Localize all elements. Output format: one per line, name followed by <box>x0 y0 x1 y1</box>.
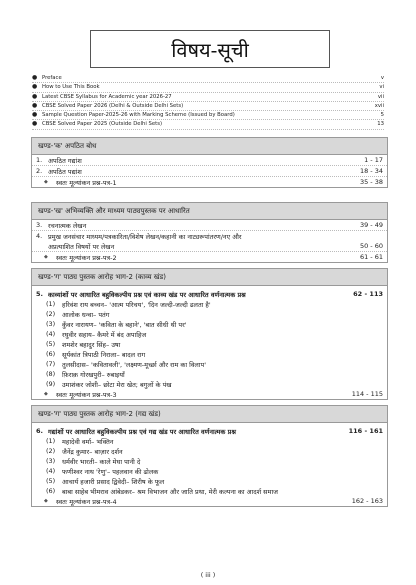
bullet-icon: ● <box>32 83 38 91</box>
row-number: 4. <box>36 232 43 240</box>
toc-row[interactable] <box>32 220 387 231</box>
toc-subrow[interactable] <box>32 319 387 329</box>
row-page: 18 - 34 <box>359 167 383 175</box>
toc-row[interactable] <box>32 389 387 399</box>
page-number: ( iii ) <box>200 571 216 579</box>
row-title: प्रमुख जनसंचार माध्यम/पत्रकारिता/विशेष लेखन/कहानी का नाट्यरूपांतरण/नए और <box>48 232 242 241</box>
list-item[interactable] <box>32 93 384 102</box>
toc-subrow[interactable] <box>32 369 387 379</box>
row-number: (3) <box>46 320 56 328</box>
row-page: 61 - 61 <box>359 253 383 261</box>
item-page: 5 <box>380 112 384 119</box>
row-page: 162 - 163 <box>351 497 383 505</box>
row-title: आचार्य हजारी प्रसाद द्विवेदी– शिरीष के फूल <box>62 477 165 486</box>
row-page: 35 - 38 <box>359 178 383 186</box>
row-title: महादेवी वर्मा– भक्तिन <box>62 437 114 446</box>
row-number: (5) <box>46 340 56 348</box>
row-page: 39 - 49 <box>359 221 383 229</box>
item-text: Preface <box>42 75 62 81</box>
toc-row[interactable] <box>32 231 387 241</box>
row-title: धर्मवीर भारती– काले मेघा पानी दे <box>62 457 141 466</box>
bullet-icon: ● <box>32 92 38 100</box>
row-number: (9) <box>46 380 56 388</box>
toc-subrow[interactable] <box>32 309 387 319</box>
toc-row[interactable] <box>32 289 387 299</box>
row-title: स्वतः मूल्यांकन प्रश्न-पत्र-4 <box>56 497 117 506</box>
row-number: 6. <box>36 427 43 435</box>
diamond-icon: ◆ <box>44 179 48 185</box>
toc-row[interactable] <box>32 166 387 177</box>
row-page: 114 - 115 <box>351 390 383 398</box>
row-page: 116 - 161 <box>348 427 383 435</box>
toc-row[interactable] <box>32 426 387 436</box>
toc-subrow[interactable] <box>32 466 387 476</box>
section-a <box>31 137 388 188</box>
page-title: विषय-सूची <box>171 37 249 62</box>
diamond-icon: ◆ <box>44 391 48 397</box>
row-title: तुलसीदास– 'कवितावली', 'लक्ष्मण-मूर्च्छा और राम का विलाप' <box>62 360 207 369</box>
toc-subrow[interactable] <box>32 379 387 389</box>
row-title: फणीश्वर नाथ 'रेणु'– पहलवान की ढोलक <box>62 467 159 476</box>
item-page: xvii <box>374 102 384 109</box>
row-title: बाबा साहेब भीमराव आंबेडकर– श्रम विभाजन और जाति प्रथा, मेरी कल्पना का आदर्श समाज <box>62 487 278 496</box>
item-page: 13 <box>377 121 384 128</box>
section-heading: खण्ड-'ख' अभिव्यक्ति और माध्यम पाठ्यपुस्तक पर आधारित <box>32 203 387 220</box>
row-title: काव्यांशों पर आधारित बहुविकल्पीय प्रश्न एवं काव्य खंड पर आधारित वर्णनात्मक प्रश्न <box>48 290 246 299</box>
toc-subrow[interactable] <box>32 349 387 359</box>
section-c-prose <box>31 405 388 507</box>
row-number: (2) <box>46 310 56 318</box>
row-page: 50 - 60 <box>359 242 383 250</box>
list-item[interactable] <box>32 74 384 83</box>
toc-subrow[interactable] <box>32 339 387 349</box>
row-number: (1) <box>46 437 56 445</box>
preface-list <box>32 74 384 130</box>
row-title: उमाशंकर जोशी– छोटा मेरा खेत; बगुलों के पंख <box>62 380 172 389</box>
row-number: (6) <box>46 350 56 358</box>
bullet-icon: ● <box>32 74 38 81</box>
row-number: (2) <box>46 447 56 455</box>
toc-subrow[interactable] <box>32 446 387 456</box>
toc-row[interactable] <box>32 177 387 187</box>
item-text: CBSE Solved Paper 2026 (Delhi & Outside Delhi Sets) <box>42 102 184 109</box>
list-item[interactable] <box>32 120 384 129</box>
row-number: 5. <box>36 290 43 298</box>
row-number: 1. <box>36 156 43 164</box>
row-title: जैनेंद्र कुमार– बाज़ार दर्शन <box>62 447 123 456</box>
item-text: CBSE Solved Paper 2025 (Outside Delhi Sets) <box>42 121 163 128</box>
bullet-icon: ● <box>32 120 38 128</box>
item-page: vii <box>377 93 384 100</box>
row-number: (4) <box>46 330 56 338</box>
row-number: (6) <box>46 487 56 495</box>
row-title: सूर्यकांत त्रिपाठी निराला– बादल राग <box>62 350 146 359</box>
toc-subrow[interactable] <box>32 436 387 446</box>
diamond-icon: ◆ <box>44 498 48 504</box>
toc-row[interactable] <box>32 252 387 262</box>
row-title: शमशेर बहादुर सिंह– उषा <box>62 340 121 349</box>
row-title: अप्रत्याशित विषयों पर लेखन <box>48 242 115 251</box>
row-number: (8) <box>46 370 56 378</box>
toc-subrow[interactable] <box>32 486 387 496</box>
row-title: कुँवर नारायण– 'कविता के बहाने', 'बात सीधी थी पर' <box>62 320 187 329</box>
toc-subrow[interactable] <box>32 299 387 309</box>
row-number: (5) <box>46 477 56 485</box>
section-c-poetry <box>31 268 388 400</box>
row-page: 62 - 113 <box>353 290 383 298</box>
title-box <box>90 30 330 68</box>
row-title: रघुवीर सहाय– कैमरे में बंद अपाहिज <box>62 330 147 339</box>
section-heading: खण्ड-'क' अपठित बोध <box>32 138 387 155</box>
list-item[interactable] <box>32 83 384 92</box>
row-page: 1 - 17 <box>364 156 383 164</box>
row-title: अपठित गद्यांश <box>48 156 82 165</box>
row-number: (1) <box>46 300 56 308</box>
toc-row[interactable] <box>32 496 387 506</box>
list-item[interactable] <box>32 102 384 111</box>
row-number: (3) <box>46 457 56 465</box>
item-page: v <box>380 75 384 81</box>
toc-row[interactable] <box>32 241 387 252</box>
item-text: Latest CBSE Syllabus for Academic year 2026-27 <box>42 93 172 100</box>
row-title: स्वतः मूल्यांकन प्रश्न-पत्र-1 <box>56 178 117 187</box>
row-title: स्वतः मूल्यांकन प्रश्न-पत्र-2 <box>56 253 117 262</box>
row-title: हरिवंश राय बच्चन– 'आत्म परिचय', 'दिन जल्दी-जल्दी ढलता है' <box>62 300 211 309</box>
row-number: (4) <box>46 467 56 475</box>
row-title: स्वतः मूल्यांकन प्रश्न-पत्र-3 <box>56 390 117 399</box>
row-title: फ़िराक़ गोरखपुरी– रुबाइयाँ <box>62 370 125 379</box>
item-page: vi <box>379 84 384 91</box>
toc-subrow[interactable] <box>32 359 387 369</box>
row-title: अपठित पद्यांश <box>48 167 82 176</box>
bullet-icon: ● <box>32 111 38 119</box>
toc-subrow[interactable] <box>32 476 387 486</box>
section-b <box>31 202 388 263</box>
toc-subrow[interactable] <box>32 329 387 339</box>
item-text: How to Use This Book <box>42 84 100 91</box>
section-heading: खण्ड-'ग' पाठ्य पुस्तक आरोह भाग-2 (गद्य खंड) <box>32 406 387 423</box>
toc-subrow[interactable] <box>32 456 387 466</box>
row-title: रचनात्मक लेखन <box>48 221 87 230</box>
row-number: 2. <box>36 167 43 175</box>
row-title: आलोक धन्वा– पतंग <box>62 310 110 319</box>
row-number: 3. <box>36 221 43 229</box>
bullet-icon: ● <box>32 101 38 109</box>
diamond-icon: ◆ <box>44 254 48 260</box>
list-item[interactable] <box>32 111 384 120</box>
item-text: Sample Question Paper-2025-26 with Marking Scheme (Issued by Board) <box>42 112 235 119</box>
row-title: गद्यांशों पर आधारित बहुविकल्पीय प्रश्न एवं गद्य खंड पर आधारित वर्णनात्मक प्रश्न <box>48 427 236 436</box>
section-heading: खण्ड-'ग' पाठ्य पुस्तक आरोह भाग-2 (काव्य खंड) <box>32 269 387 286</box>
toc-row[interactable] <box>32 155 387 166</box>
row-number: (7) <box>46 360 56 368</box>
